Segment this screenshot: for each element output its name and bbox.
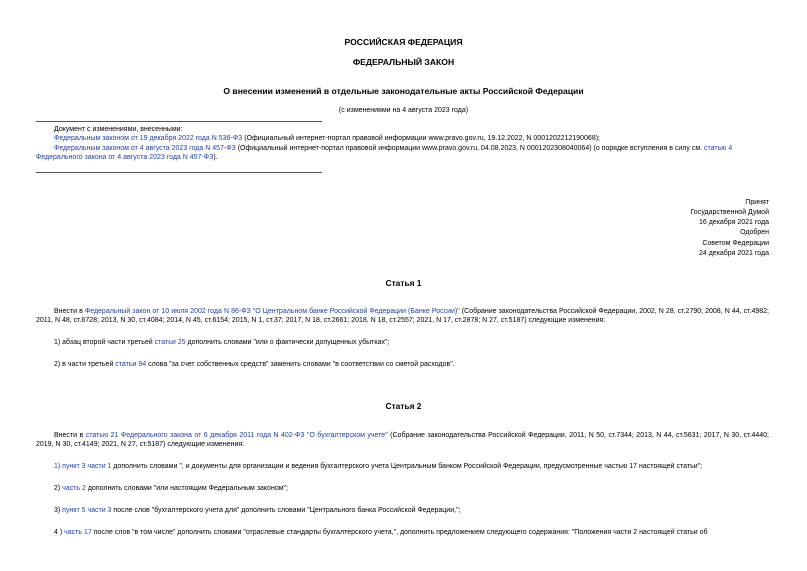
article-1-paragraph: Внести в Федеральный закон от 10 июля 2002 года N 86-ФЗ "О Центральном банке Российской Федерации (Банке России)" (Собрание законодательства Российской Федерации, 2002, N 28, ст.2790; 2008, N 44, ст.4982; 2011, N 48, ст.6728; 2013, N 30, ст.4084; 2014, N 45, ст.6154; 2015, N 1, ст.37; 2017, N 18, ст.2661; 2018, N 18, ст.2557; 2021, N 17, ст.2878; N 27, ст.5187) следующие изменения: [36,308,770,325]
article-2-heading: Статья 2 [385,401,422,411]
law-type-heading: ФЕДЕРАЛЬНЫЙ ЗАКОН [352,57,455,67]
amendment-link-3[interactable]: статью 4 Федерального закона от 4 августа 2023 года N 457-ФЗ [36,144,733,162]
adoption-block [690,198,769,259]
article-2-law-link[interactable]: статью 21 Федерального закона от 6 декабря 2011 года N 402-ФЗ "О бухгалтерском учете" [85,432,388,439]
article-1-item-1: 1) абзац второй части третьей статьи 25 дополнить словами "или о фактически допущенных убытках"; [54,339,390,346]
council-label: Советом Федерации [702,239,769,247]
amendment-line-2 [36,144,776,163]
article-2-item-4-link[interactable]: часть 17 [64,529,92,536]
article-2-item-4: 4 ) часть 17 после слов "в том числе" дополнить словами "отраслевые стандарты бухгалтерского учета,", дополнить предложением следующего содержания: "Положения части 2 настоящей статьи об [54,529,708,536]
article-2-paragraph: Внести в статью 21 Федерального закона от 6 декабря 2011 года N 402-ФЗ "О бухгалтерском учете" (Собрание законодательства Российской Федерации, 2011, N 50, ст.7344; 2013, N 44, ст.5631; 2017, N 30, ст.4440; 2019, N 30, ст.4149; 2021, N 27, ст.5187) следующие изменения: [36,432,770,449]
article-1-heading: Статья 1 [385,278,422,288]
amendments-intro: Документ с изменениями, внесенными: [54,126,183,133]
amendment-end: ). [213,154,218,162]
amended-note: (с изменениями на 4 августа 2023 года) [338,107,469,114]
article-1-law-link[interactable]: Федеральный закон от 10 июля 2002 года N 86-ФЗ "О Центральном банке Российской Федерации (Банке России)" [84,308,460,315]
article-1-item-2-link[interactable]: статьи 94 [115,361,147,368]
amendment-link-1[interactable]: Федеральным законом от 19 декабря 2022 года N 536-ФЗ [54,135,243,143]
amendment-line-1 [36,134,776,143]
article-2-item-2: 2) часть 2 дополнить словами "или настоящим Федеральным законом"; [54,485,288,492]
approved-label: Одобрен [740,229,769,237]
council-date: 24 декабря 2021 года [698,249,769,257]
amendment-link-2[interactable]: Федеральным законом от 4 августа 2023 года N 457-ФЗ [54,144,236,152]
amendments-block [36,125,776,163]
country-heading: РОССИЙСКАЯ ФЕДЕРАЦИЯ [344,37,463,47]
article-2-item-3-link[interactable]: пункт 5 части 3 [62,507,112,514]
amendment-source-2: (Официальный интернет-портал правовой информации www.pravo.gov.ru, 04.08.2023, N 0001202308040064) (о порядке вступления в силу см. [235,144,705,152]
duma-date: 16 декабря 2021 года [698,219,769,227]
article-2-item-2-link[interactable]: часть 2 [62,485,86,492]
amendment-source-1: (Официальный интернет-портал правовой информации www.pravo.gov.ru, 19.12.2022, N 0001202212190068); [242,135,600,143]
top-divider [36,121,322,122]
article-1-item-2: 2) в части третьей статьи 94 слова "за счет собственных средств" заменить словами "в соответствии со сметой расходов". [54,361,455,368]
article-2-item-1-link[interactable]: 1) пункт 3 части 1 [54,463,112,470]
law-title: О внесении изменений в отдельные законодательные акты Российской Федерации [223,86,584,96]
article-2-item-3: 3) пункт 5 части 3 после слов "бухгалтерского учета для" дополнить словами "Центрального банка Российской Федерации,"; [54,507,461,514]
article-1-item-1-link[interactable]: статьи 25 [154,339,186,346]
article-2-item-1: 1) пункт 3 части 1 дополнить словами ", и документы для организации и ведения бухгалтерского учета Центральным банком Российской Федерации, предусмотренные частью 17 настоящей статьи"; [54,463,703,470]
accepted-label: Принят [745,199,769,206]
duma-label: Государственной Думой [690,209,769,217]
bottom-divider [36,172,322,173]
